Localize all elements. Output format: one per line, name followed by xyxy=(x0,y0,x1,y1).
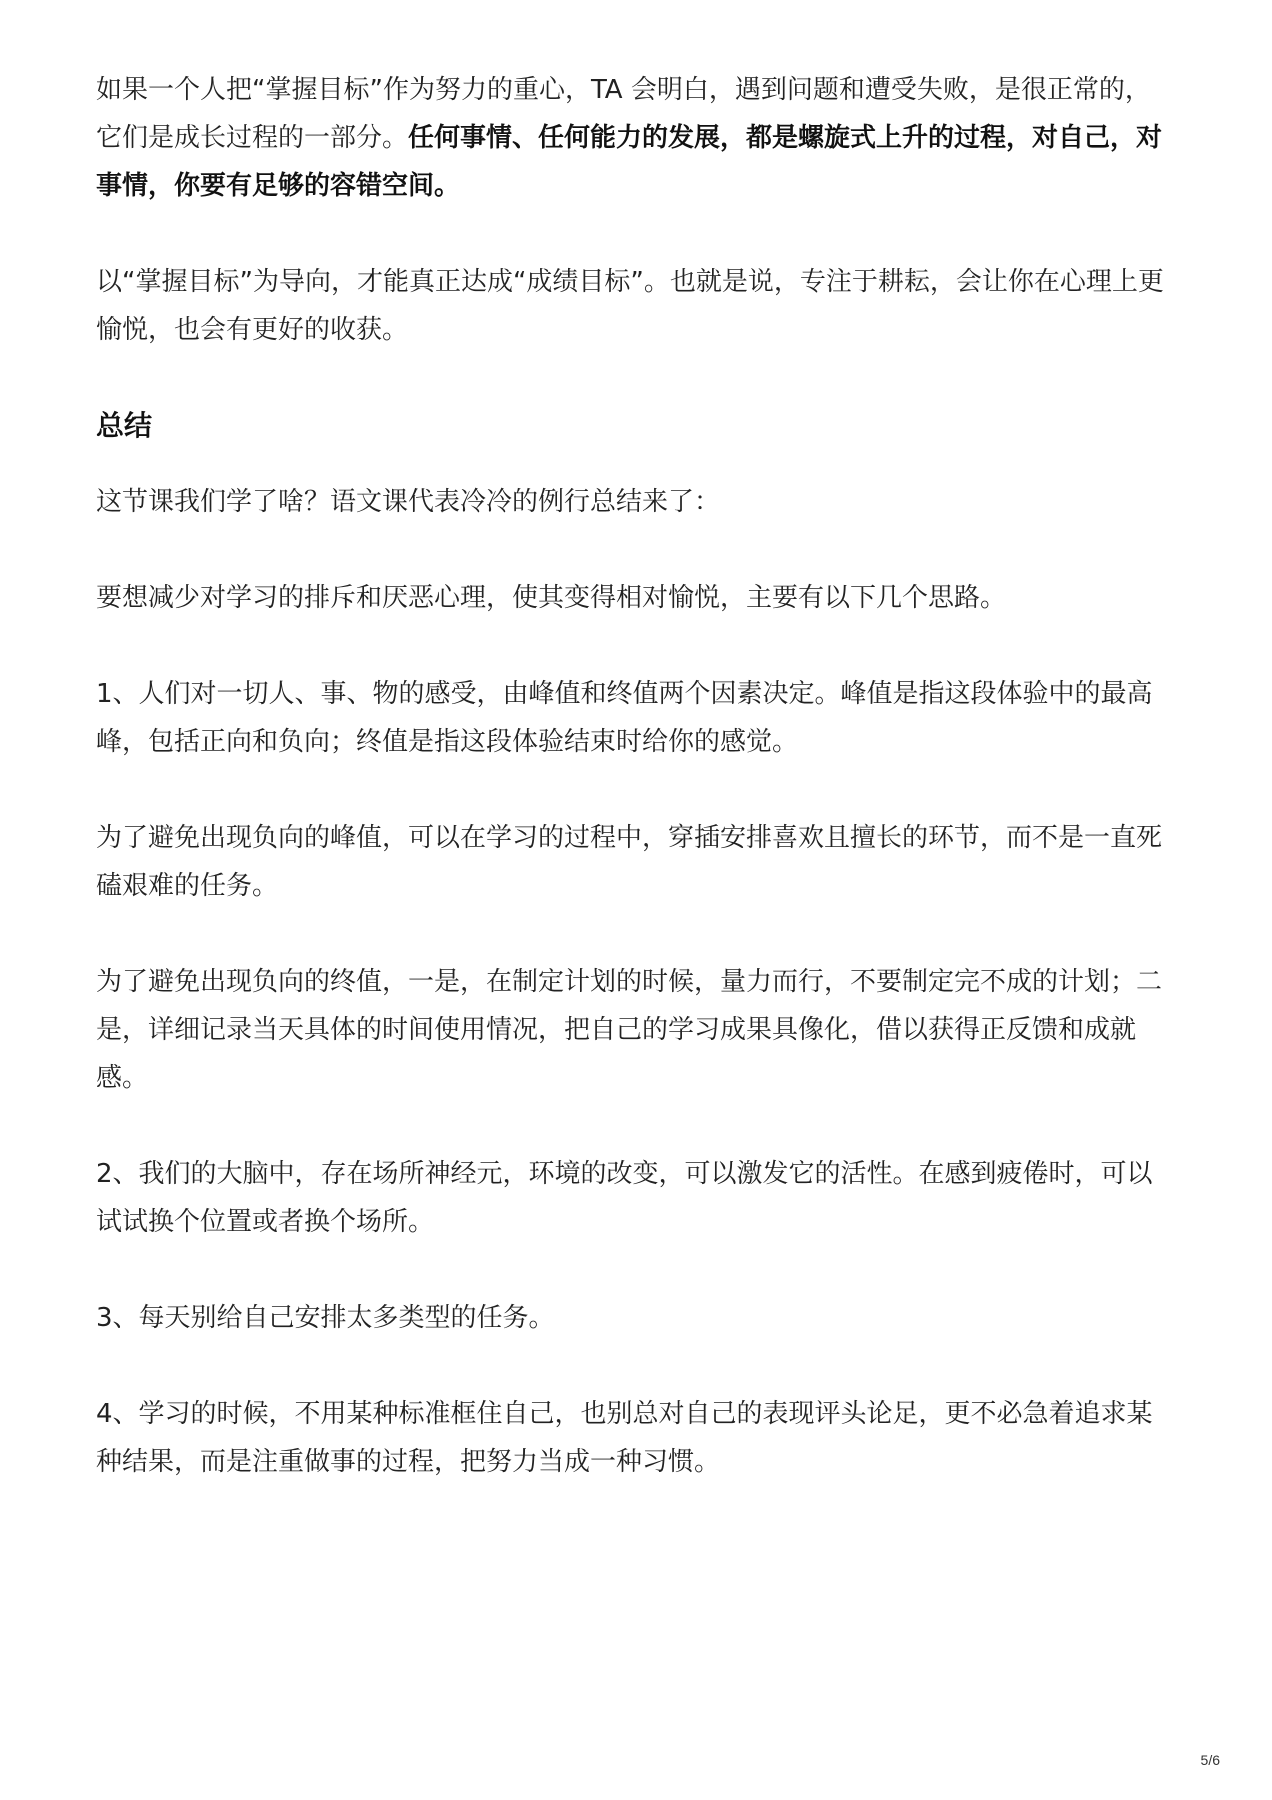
summary-point-1-end: 为了避免出现负向的终值，一是，在制定计划的时候，量力而行，不要制定完不成的计划；二是，详细记录当天具体的时间使用情况，把自己的学习成果具像化，借以获得正反馈和成就感。 xyxy=(96,967,1163,1093)
summary-point-3: 3、每天别给自己安排太多类型的任务。 xyxy=(96,1303,555,1333)
section-heading-summary: 总结 xyxy=(96,409,153,442)
paragraph-mastery-goal xyxy=(96,66,1176,210)
summary-lead: 要想减少对学习的排斥和厌恶心理，使其变得相对愉悦，主要有以下几个思路。 xyxy=(96,583,1007,613)
summary-point-1: 1、人们对一切人、事、物的感受，由峰值和终值两个因素决定。峰值是指这段体验中的最高峰，包括正向和负向；终值是指这段体验结束时给你的感觉。 xyxy=(96,679,1153,757)
summary-point-1-peak: 为了避免出现负向的峰值，可以在学习的过程中，穿插安排喜欢且擅长的环节，而不是一直死磕艰难的任务。 xyxy=(96,823,1163,901)
paragraph-orientation: 以“掌握目标”为导向，才能真正达成“成绩目标”。也就是说，专注于耕耘，会让你在心理上更愉悦，也会有更好的收获。 xyxy=(96,267,1164,345)
summary-intro: 这节课我们学了啥？语文课代表冷冷的例行总结来了： xyxy=(96,487,721,517)
summary-point-2: 2、我们的大脑中，存在场所神经元，环境的改变，可以激发它的活性。在感到疲倦时，可以试试换个位置或者换个场所。 xyxy=(96,1159,1153,1237)
page-number: 5/6 xyxy=(1200,1752,1220,1768)
document-body xyxy=(96,66,1176,1486)
paragraph-text: 如果一个人把“掌握目标”作为努力的重心，TA 会明白，遇到问题和遭受失败，是很正常的，它们是成长过程的一部分。 xyxy=(96,75,1151,153)
summary-point-4: 4、学习的时候，不用某种标准框住自己，也别总对自己的表现评头论足，更不必急着追求某种结果，而是注重做事的过程，把努力当成一种习惯。 xyxy=(96,1399,1153,1477)
paragraph-bold-text: 任何事情、任何能力的发展，都是螺旋式上升的过程，对自己，对事情，你要有足够的容错空间。 xyxy=(96,123,1163,201)
